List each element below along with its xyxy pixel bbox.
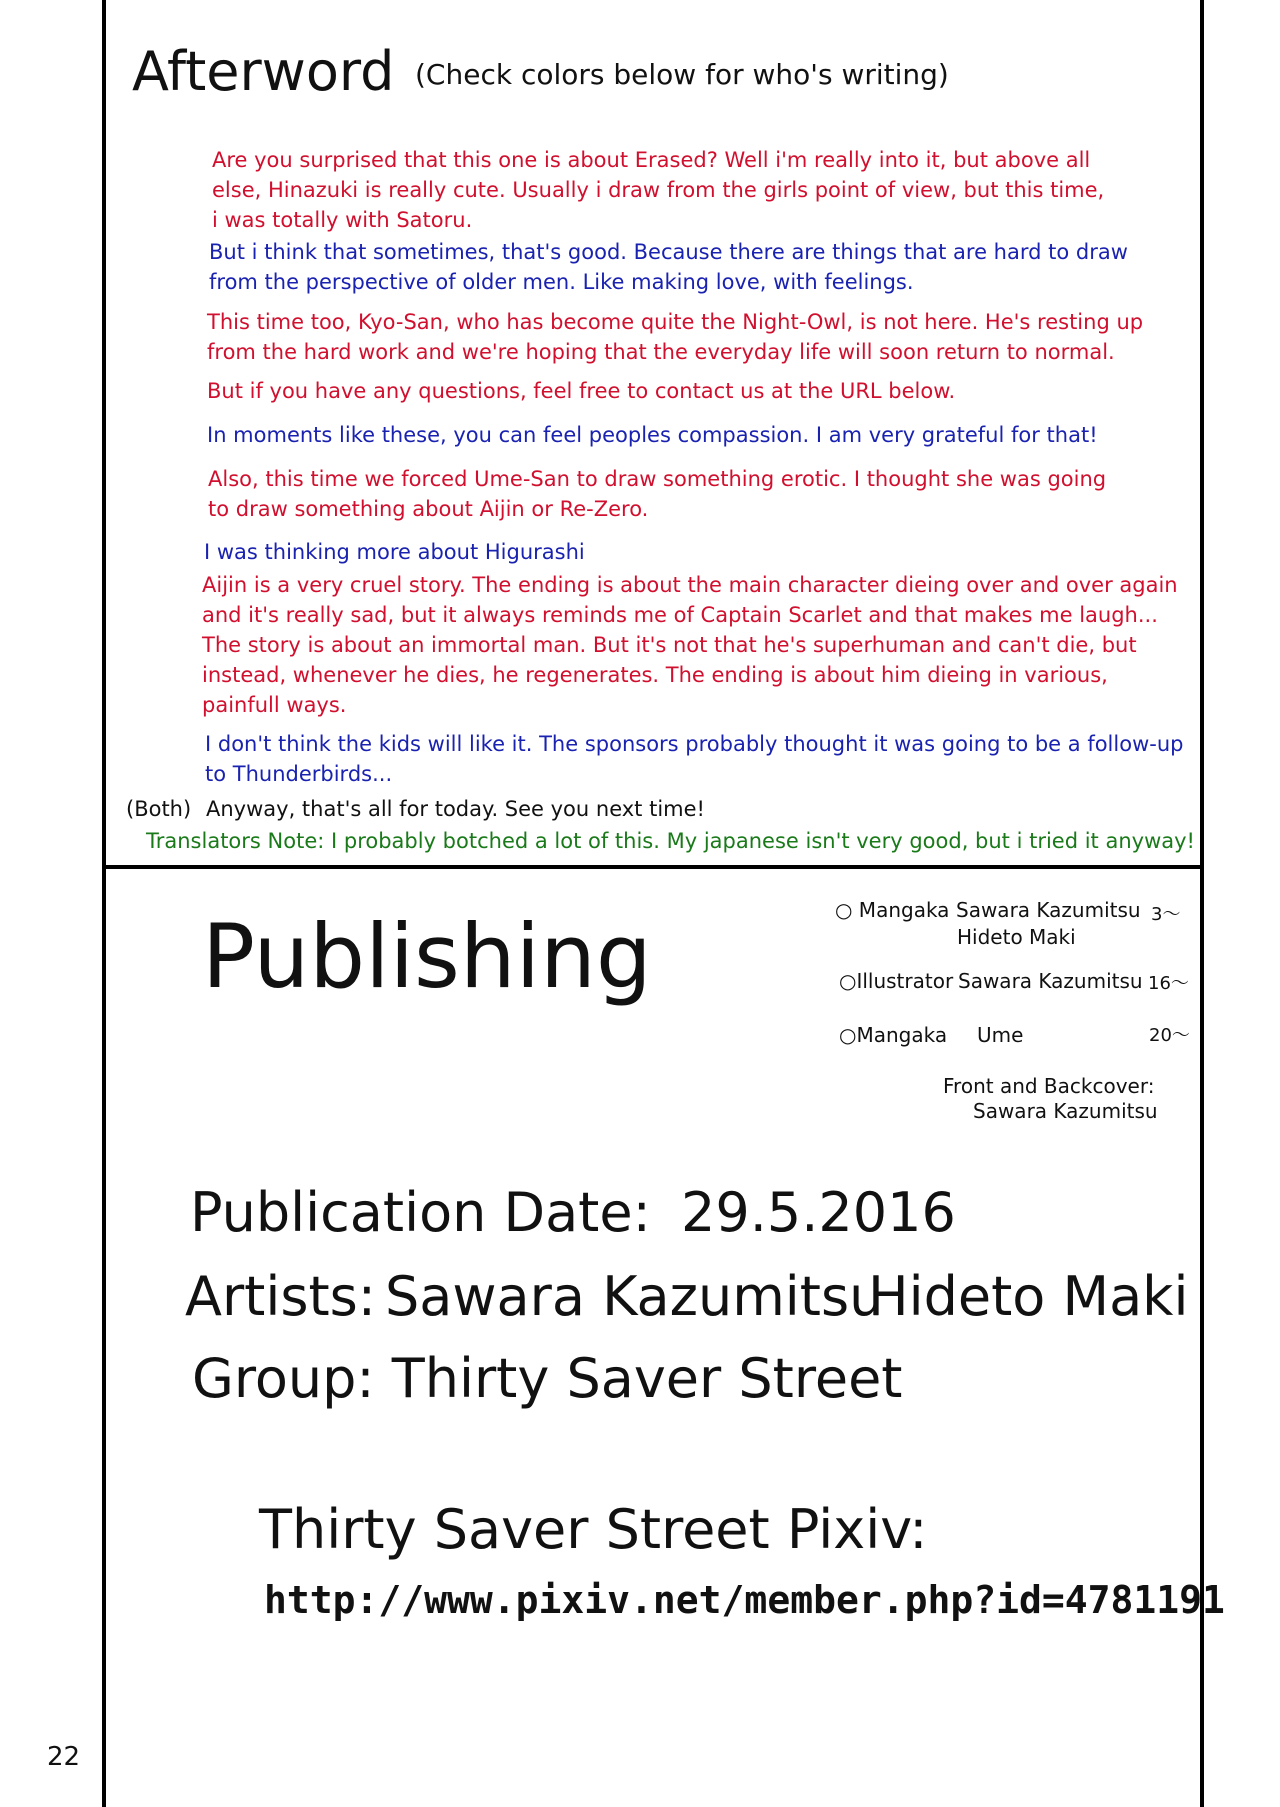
paragraph-line: i was totally with Satoru. — [212, 208, 473, 232]
left-border — [102, 0, 106, 1807]
paragraph-line: I was thinking more about Higurashi — [204, 540, 585, 564]
afterword-paragraph — [207, 307, 1143, 367]
afterword-paragraph — [202, 570, 1178, 720]
credit-name: Ume — [977, 1023, 1024, 1047]
page-number: 22 — [47, 1742, 81, 1772]
credit-role: ○ Mangaka — [835, 898, 950, 922]
pixiv-label: Thirty Saver Street Pixiv: — [259, 1498, 928, 1561]
publishing-title: Publishing — [202, 905, 652, 1008]
section-divider — [102, 865, 1204, 869]
artists-label: Artists: — [185, 1265, 376, 1328]
afterword-paragraph — [205, 729, 1183, 789]
paragraph-line: else, Hinazuki is really cute. Usually i draw from the girls point of view, but this time, — [212, 178, 1105, 202]
paragraph-line: painfull ways. — [202, 693, 347, 717]
paragraph-line: Also, this time we forced Ume-San to draw something erotic. I thought she was going — [208, 467, 1107, 491]
both-label: (Both) — [126, 797, 192, 821]
afterword-paragraph — [212, 145, 1104, 235]
paragraph-line: In moments like these, you can feel peoples compassion. I am very grateful for that! — [207, 423, 1098, 447]
afterword-paragraph — [208, 464, 1106, 524]
credit-page: 20～ — [1149, 1025, 1190, 1046]
credit-page: 16～ — [1148, 973, 1189, 994]
credit-role: ○Mangaka — [839, 1023, 948, 1047]
artist-name: Hideto Maki — [868, 1265, 1189, 1328]
paragraph-line: and it's really sad, but it always reminds me of Captain Scarlet and that makes me laugh... — [202, 603, 1158, 627]
paragraph-line: from the hard work and we're hoping that the everyday life will soon return to normal. — [207, 340, 1115, 364]
paragraph-line: But i think that sometimes, that's good. Because there are things that are hard to draw — [209, 240, 1128, 264]
afterword-title: Afterword — [132, 40, 395, 103]
credit-name: Sawara Kazumitsu — [958, 969, 1143, 993]
publication-date: 29.5.2016 — [681, 1181, 956, 1244]
cover-name: Sawara Kazumitsu — [973, 1099, 1158, 1123]
credit-role: ○Illustrator — [839, 969, 954, 993]
cover-label: Front and Backcover: — [943, 1074, 1155, 1098]
artist-name: Sawara Kazumitsu — [385, 1265, 884, 1328]
credit-name: Hideto Maki — [957, 925, 1076, 949]
group-line: Group: Thirty Saver Street — [192, 1347, 903, 1410]
paragraph-line: The story is about an immortal man. But it's not that he's superhuman and can't die, but — [202, 633, 1137, 657]
paragraph-line: This time too, Kyo-San, who has become quite the Night-Owl, is not here. He's resting up — [207, 310, 1144, 334]
afterword-paragraph — [207, 420, 1098, 450]
paragraph-line: Are you surprised that this one is about Erased? Well i'm really into it, but above all — [212, 148, 1091, 172]
both-text: Anyway, that's all for today. See you next time! — [206, 797, 705, 821]
paragraph-line: to draw something about Aijin or Re-Zero. — [208, 497, 649, 521]
paragraph-line: to Thunderbirds... — [205, 762, 393, 786]
pixiv-url[interactable]: http://www.pixiv.net/member.php?id=4781191 — [264, 1578, 1225, 1622]
translator-note: Translators Note: I probably botched a lot of this. My japanese isn't very good, but i tried it anyway! — [146, 829, 1195, 853]
afterword-paragraph — [204, 537, 585, 567]
paragraph-line: instead, whenever he dies, he regenerates. The ending is about him dieing in various, — [202, 663, 1108, 687]
paragraph-line: But if you have any questions, feel free to contact us at the URL below. — [207, 379, 956, 403]
paragraph-line: I don't think the kids will like it. The sponsors probably thought it was going to be a follow-up — [205, 732, 1184, 756]
paragraph-line: from the perspective of older men. Like making love, with feelings. — [209, 270, 914, 294]
credit-name: Sawara Kazumitsu — [956, 898, 1141, 922]
paragraph-line: Aijin is a very cruel story. The ending is about the main character dieing over and over again — [202, 573, 1178, 597]
credit-page: 3～ — [1151, 904, 1181, 925]
afterword-paragraph — [209, 237, 1128, 297]
right-border — [1200, 0, 1204, 1807]
afterword-subtitle: (Check colors below for who's writing) — [415, 58, 949, 91]
publication-date-label: Publication Date: — [190, 1181, 651, 1244]
afterword-paragraph — [207, 376, 955, 406]
